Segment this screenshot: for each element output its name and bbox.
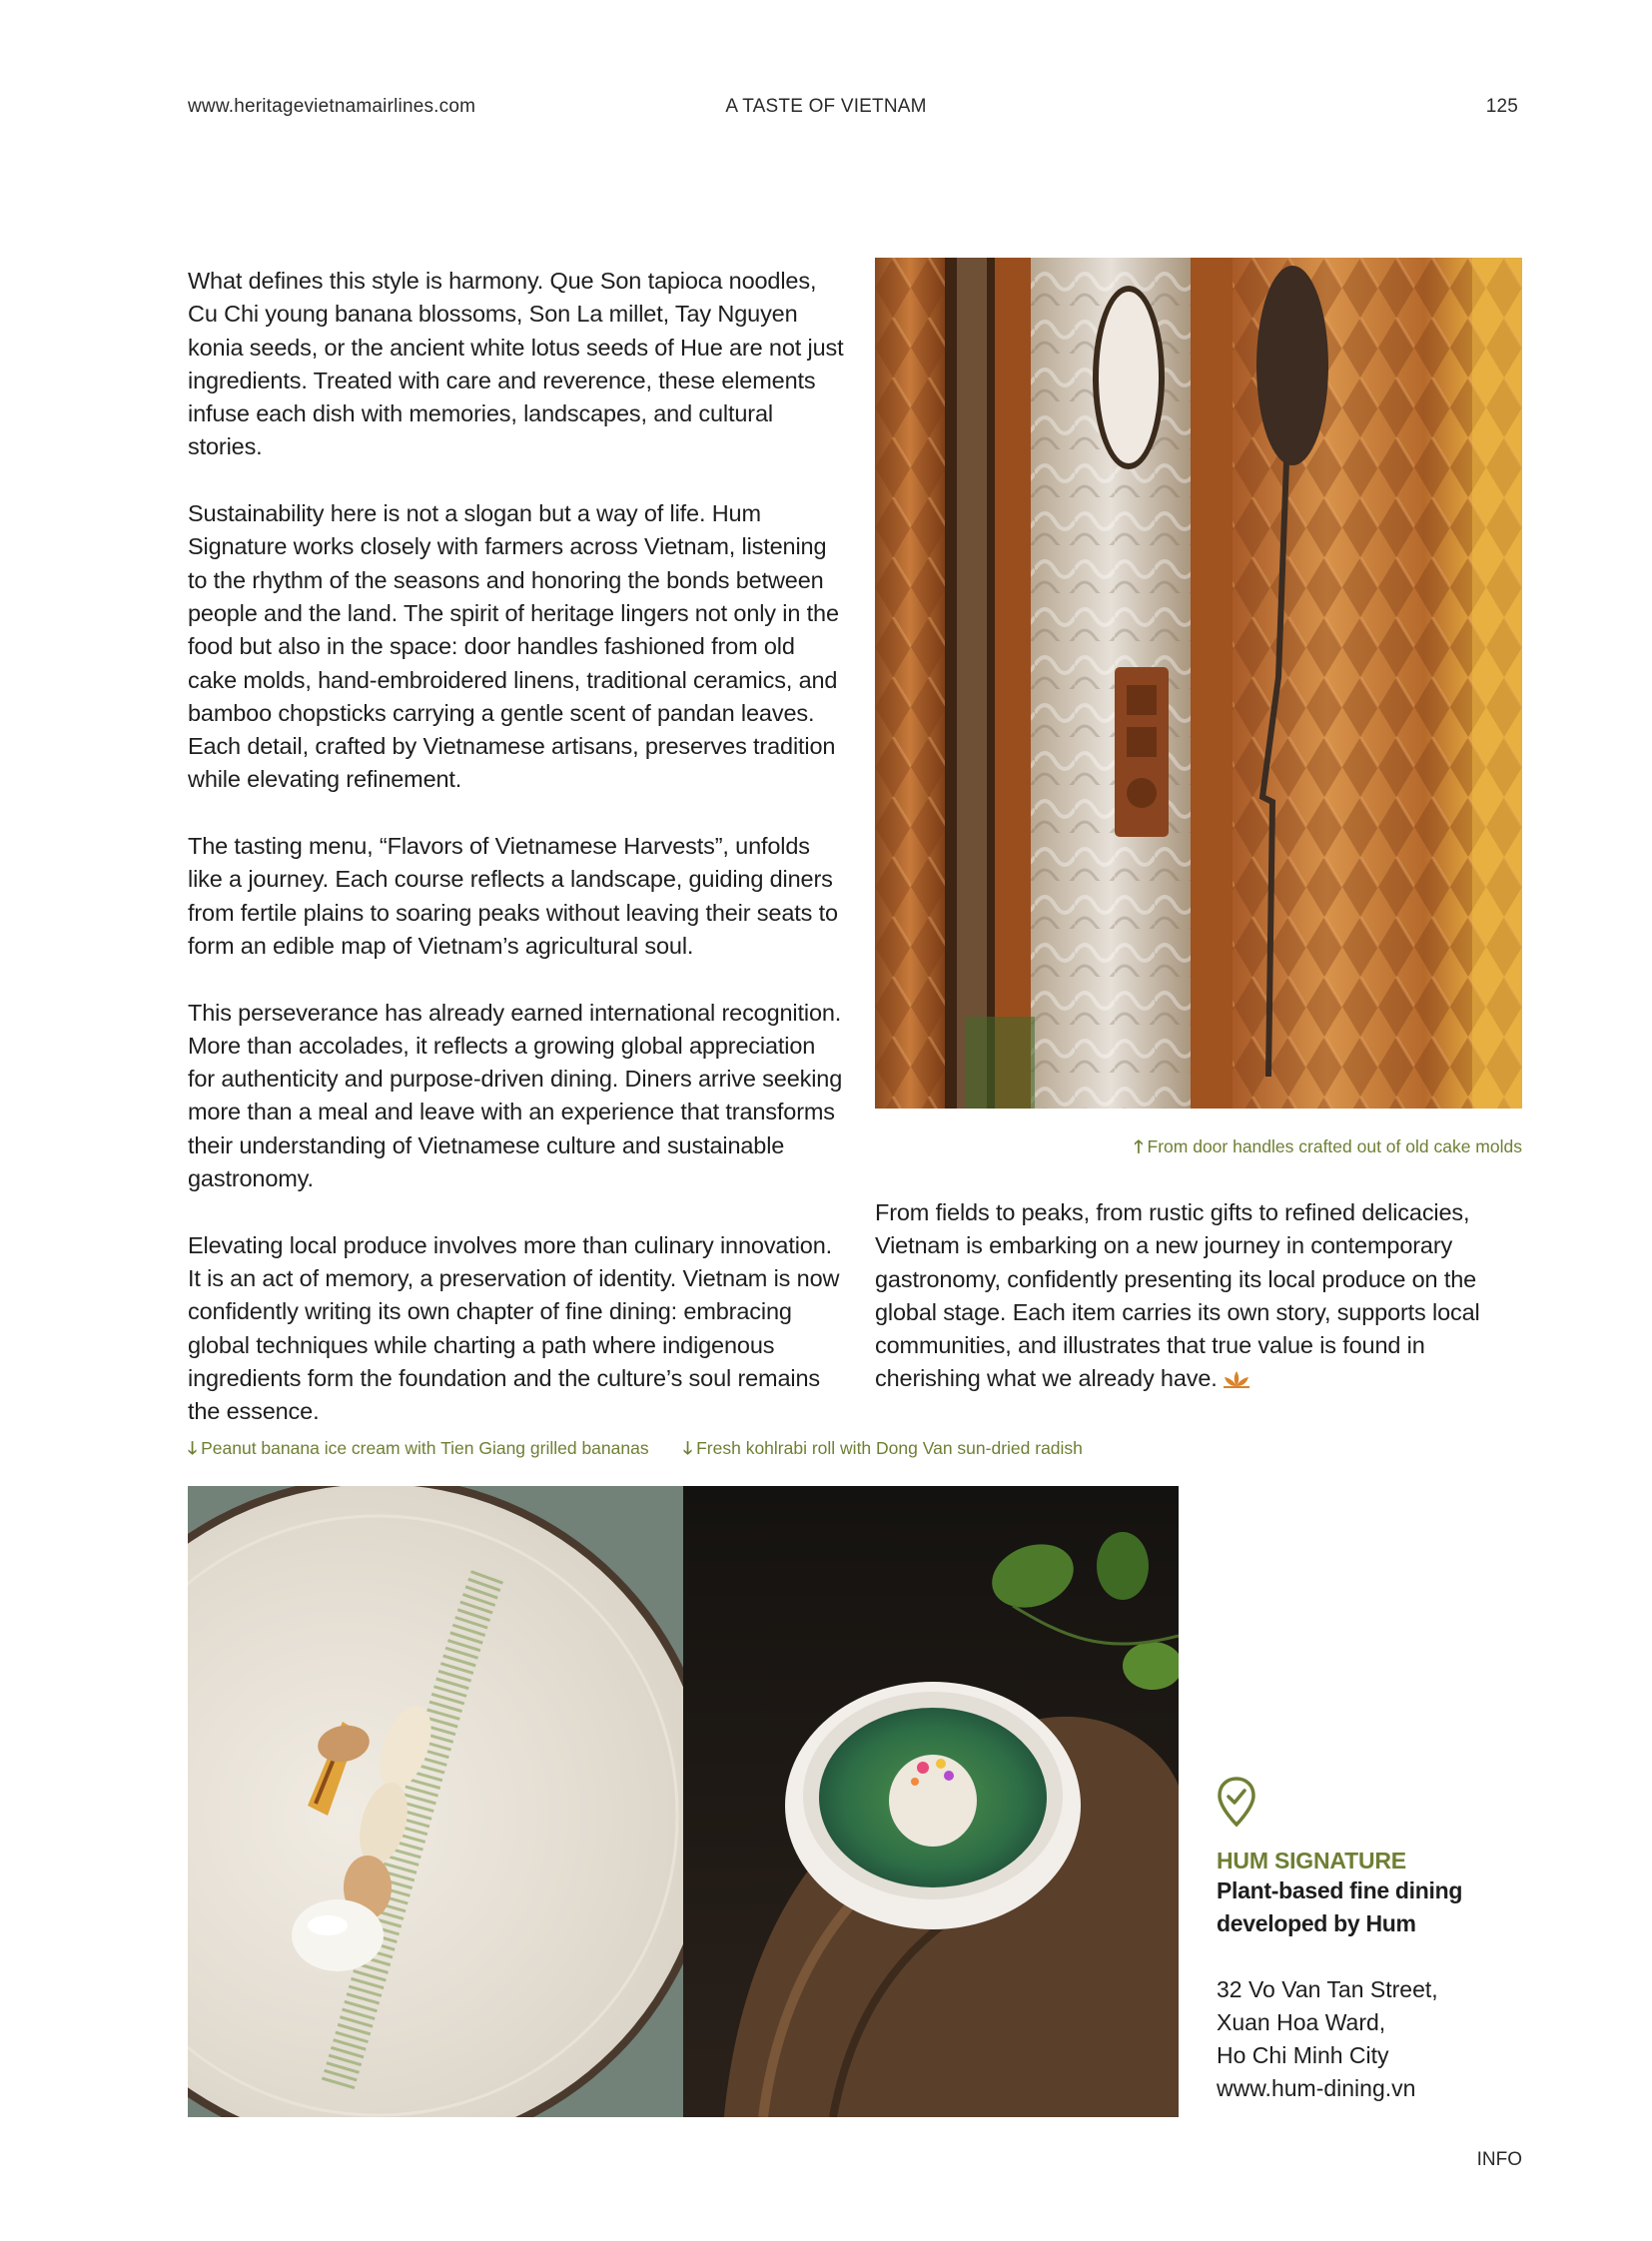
lotus-end-icon [1222, 1365, 1251, 1398]
restaurant-name: HUM SIGNATURE [1217, 1848, 1406, 1873]
address-street: 32 Vo Van Tan Street, [1217, 1976, 1438, 2002]
paragraph-conclusion [875, 1196, 1524, 1399]
door-handle-photo [875, 258, 1522, 1109]
address-ward: Xuan Hoa Ward, [1217, 2009, 1386, 2035]
bowl-photo-caption [683, 1436, 1083, 1466]
restaurant-website: www.hum-dining.vn [1217, 2075, 1416, 2101]
bowl-caption-text: Fresh kohlrabi roll with Dong Van sun-dried radish [696, 1438, 1083, 1458]
paragraph-recognition: This perseverance has already earned international recognition. More than accolades, it reflects a growing global appreciation for authenticity and purpose-driven dining. Diners arrive seeking more than a meal and leave with an experience that transforms their understanding of Vietnamese culture and sustainable gastronomy. [188, 999, 843, 1192]
info-tag: INFO [1476, 2149, 1522, 2170]
site-url: www.heritagevietnamairlines.com [188, 96, 476, 117]
kohlrabi-roll-bowl-photo [683, 1486, 1179, 2117]
door-photo-caption [1134, 1134, 1522, 1164]
arrow-up-icon: 🡑 [1134, 1136, 1144, 1156]
left-article-column [188, 265, 847, 1462]
paragraph-local-produce: Elevating local produce involves more than culinary innovation. It is an act of memory, a preservation of identity. Vietnam is now confidently writing its own chapter of fine dining: embracing global techniques while charting a path where indigenous ingredients form the foundation and the culture’s soul remains the essence. [188, 1231, 840, 1425]
plate-photo-caption [188, 1436, 649, 1466]
restaurant-info-box [1217, 1776, 1516, 2105]
page-number: 125 [1485, 96, 1518, 117]
paragraph-sustainability: Sustainability here is not a slogan but a way of life. Hum Signature works closely with farmers across Vietnam, listening to the rhythm of the seasons and honoring the bonds between people and the land. The spirit of heritage lingers not only in the food but also in the space: door handles fashioned from old cake molds, hand-embroidered linens, traditional ceramics, and bamboo chopsticks carrying a gentle scent of pandan leaves. Each detail, crafted by Vietnamese artisans, preserves tradition while elevating refinement. [188, 500, 839, 793]
location-pin-icon [1217, 1776, 1256, 1828]
restaurant-tagline-line1: Plant-based fine dining [1217, 1877, 1463, 1903]
arrow-down-icon: 🡓 [188, 1438, 198, 1458]
ice-cream-plate-photo [188, 1486, 683, 2117]
right-article-column [875, 1196, 1524, 1432]
section-title: A TASTE OF VIETNAM [725, 96, 927, 117]
arrow-down-icon: 🡓 [683, 1438, 693, 1458]
door-caption-text: From door handles crafted out of old cake molds [1147, 1136, 1522, 1156]
paragraph-tasting-menu: The tasting menu, “Flavors of Vietnamese Harvests”, unfolds like a journey. Each course reflects a landscape, guiding diners from fertile plains to soaring peaks without leaving their seats to form an edible map of Vietnam’s agricultural soul. [188, 833, 838, 959]
restaurant-tagline-line2: developed by Hum [1217, 1910, 1416, 1936]
plate-caption-text: Peanut banana ice cream with Tien Giang grilled bananas [201, 1438, 649, 1458]
paragraph-harmony: What defines this style is harmony. Que Son tapioca noodles, Cu Chi young banana blossoms, Son La millet, Tay Nguyen konia seeds, or the ancient white lotus seeds of Hue are not just ingredients. Treated with care and reverence, these elements infuse each dish with memories, landscapes, and cultural stories. [188, 268, 844, 460]
restaurant-address [1217, 1973, 1516, 2105]
conclusion-text: From fields to peaks, from rustic gifts to refined delicacies, Vietnam is embarking on a new journey in contemporary gastronomy, confidently presenting its local produce on the global stage. Each item carries its own story, supports local communities, and illustrates that true value is found in cherishing what we already have. [875, 1199, 1480, 1392]
address-city: Ho Chi Minh City [1217, 2042, 1389, 2068]
